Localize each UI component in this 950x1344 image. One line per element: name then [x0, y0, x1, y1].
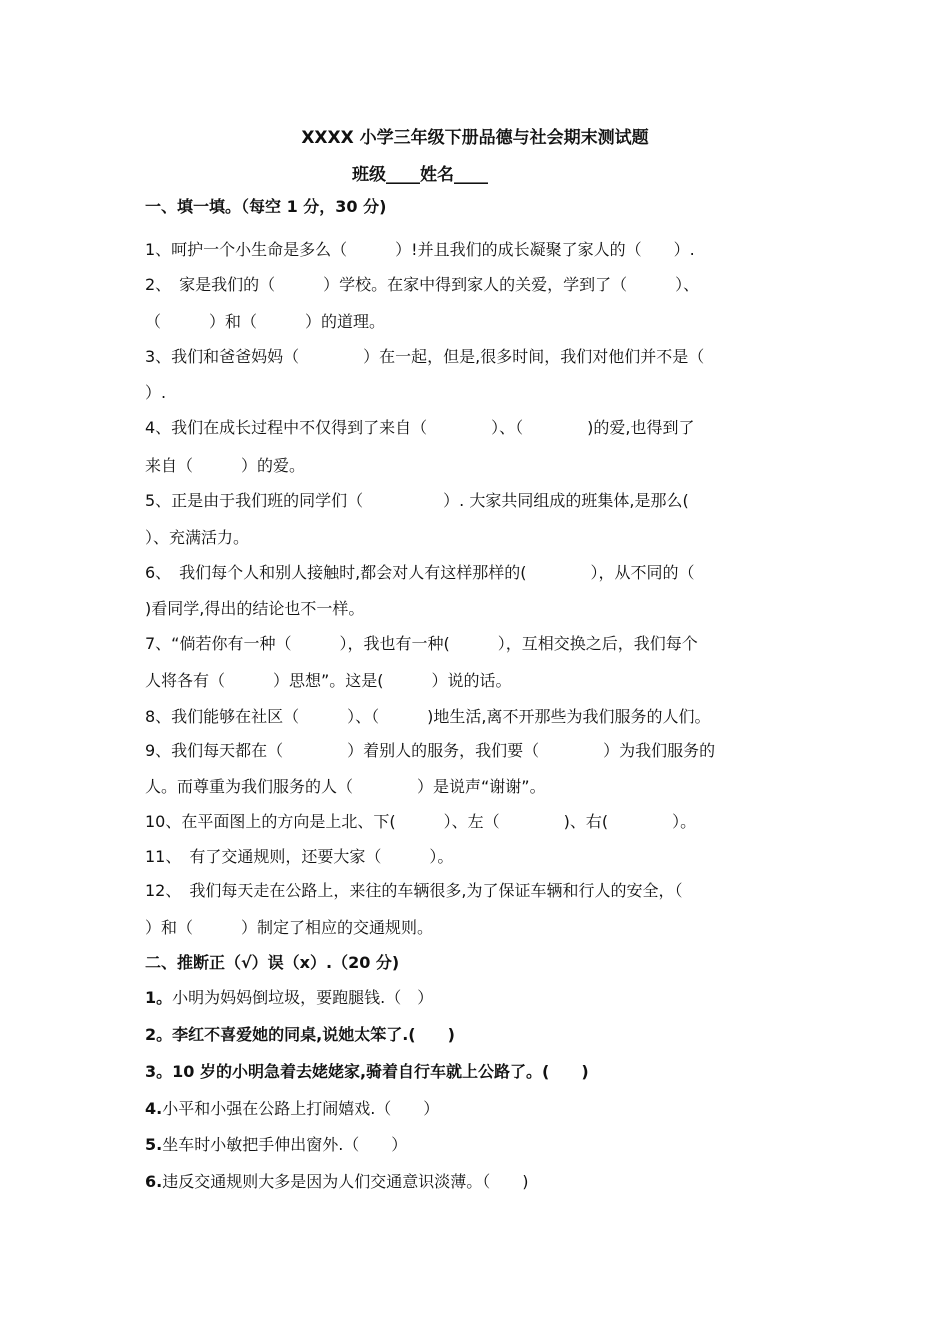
item-number: 6. — [145, 1172, 163, 1191]
class-name-line: 班级____姓名____ — [352, 165, 488, 185]
item-number: 4. — [145, 1099, 163, 1118]
question-line: 7、“倘若你有一种（ ），我也有一种( ），互相交换之后，我们每个 — [145, 634, 698, 653]
judgement-item — [145, 1061, 825, 1083]
item-text: 违反交通规则大多是因为人们交通意识淡薄。（ ) — [162, 1172, 529, 1191]
question-line: 8、我们能够在社区（ ）、（ )地生活,离不开那些为我们服务的人们。 — [145, 707, 711, 726]
judgement-item — [145, 1171, 825, 1193]
question-line: 9、我们每天都在（ ）着别人的服务，我们要（ ）为我们服务的 — [145, 741, 716, 760]
question-line: 6、 我们每个人和别人接触时,都会对人有这样那样的( ），从不同的（ — [145, 563, 695, 582]
question-line: 12、 我们每天走在公路上，来往的车辆很多,为了保证车辆和行人的安全，（ — [145, 881, 683, 900]
item-text: 坐车时小敏把手伸出窗外.（ ） — [162, 1135, 408, 1154]
item-text: 李红不喜爱她的同桌,说她太笨了.( ) — [172, 1025, 455, 1044]
question-line: 4、我们在成长过程中不仅得到了来自（ ）、（ )的爱,也得到了 — [145, 418, 695, 437]
item-number: 1。 — [145, 988, 173, 1007]
question-line: 5、正是由于我们班的同学们（ ）. 大家共同组成的班集体,是那么( — [145, 491, 689, 510]
question-line: )看同学,得出的结论也不一样。 — [145, 599, 365, 618]
question-line: 2、 家是我们的（ ）学校。在家中得到家人的关爱，学到了（ ）、 — [145, 275, 700, 294]
judgement-item — [145, 1134, 825, 1156]
question-line: 人。而尊重为我们服务的人（ ）是说声“谢谢”。 — [145, 777, 546, 796]
question-line: 来自（ ）的爱。 — [145, 456, 306, 475]
question-line: 10、在平面图上的方向是上北、下( ）、左（ )、右( ）。 — [145, 812, 697, 831]
question-line: 11、 有了交通规则，还要大家（ ）。 — [145, 847, 454, 866]
exam-title: XXXX 小学三年级下册品德与社会期末测试题 — [301, 128, 649, 148]
question-line: ）、充满活力。 — [145, 528, 250, 547]
item-number: 2。 — [145, 1025, 173, 1044]
item-text: 10 岁的小明急着去姥姥家,骑着自行车就上公路了。( ) — [172, 1062, 589, 1081]
judgement-item — [145, 987, 825, 1009]
question-line: 3、我们和爸爸妈妈（ ）在一起，但是,很多时间，我们对他们并不是（ — [145, 347, 705, 366]
question-line: ）和（ ）制定了相应的交通规则。 — [145, 918, 434, 937]
section2-heading: 二、推断正（√）误（x）.（20 分) — [145, 953, 400, 972]
item-number: 3。 — [145, 1062, 173, 1081]
item-text: 小明为妈妈倒垃圾，要跑腿钱.（ ） — [172, 988, 434, 1007]
judgement-item — [145, 1024, 825, 1046]
item-number: 5. — [145, 1135, 163, 1154]
question-line: 1、呵护一个小生命是多么（ ）!并且我们的成长凝聚了家人的（ ）. — [145, 240, 695, 259]
question-line: ）. — [145, 383, 167, 402]
item-text: 小平和小强在公路上打闹嬉戏.（ ） — [162, 1099, 440, 1118]
question-line: 人将各有（ ）思想”。这是( ）说的话。 — [145, 671, 512, 690]
judgement-item — [145, 1098, 825, 1120]
section1-heading: 一、填一填。（每空 1 分，30 分) — [145, 197, 387, 216]
question-line: （ ）和（ ）的道理。 — [145, 312, 386, 331]
